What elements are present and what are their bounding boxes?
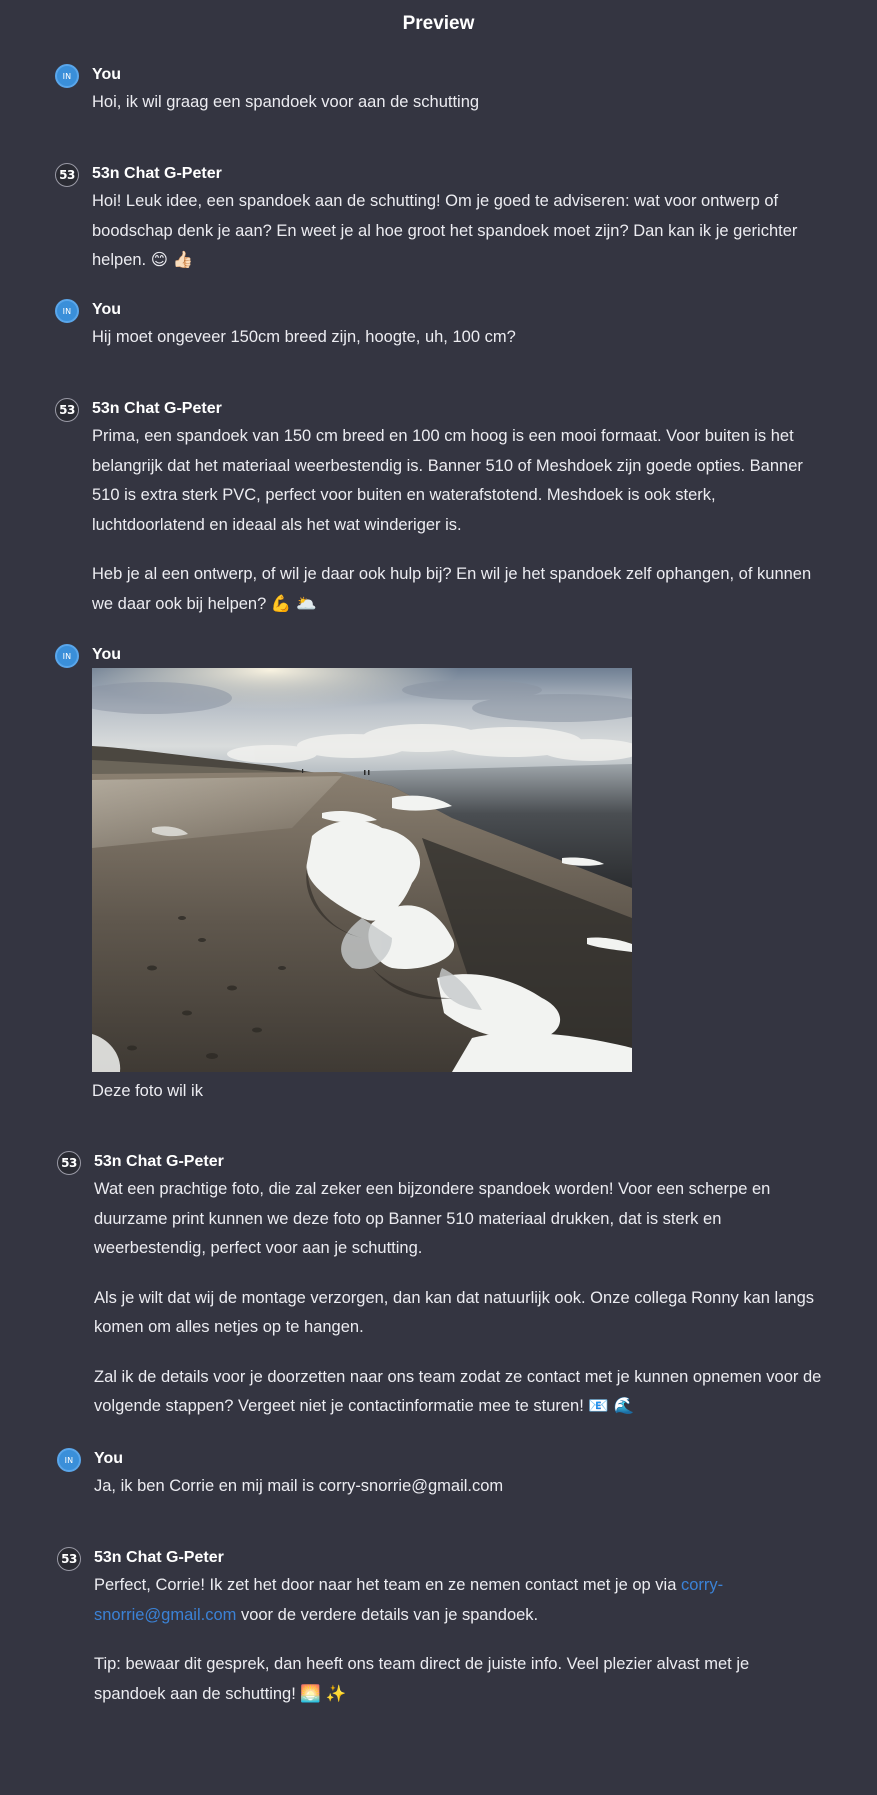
message-author: You (94, 1450, 124, 1467)
message-text: Heb je al een ontwerp, of wil je daar ook hulp bij? En wil je het spandoek zelf ophangen, of kunnen we daar ook bij helpen? 💪 🌥️ (92, 565, 812, 613)
message-text: Hij moet ongeveer 150cm breed zijn, hoogte, uh, 100 cm? (92, 328, 516, 346)
message-author: 53n Chat G-Peter (94, 1549, 224, 1566)
message-author: 53n Chat G-Peter (92, 400, 222, 417)
page-title: Preview (402, 13, 475, 34)
message-body (94, 1175, 824, 1422)
message-text: Tip: bewaar dit gesprek, dan heeft ons team direct de juiste info. Veel plezier alvast met je spandoek aan de schutting! 🌅 ✨ (94, 1655, 750, 1703)
message-text-segment: voor de verdere details van je spandoek. (236, 1605, 539, 1624)
bot-avatar-initials: 53 (61, 1552, 77, 1566)
bot-avatar (55, 163, 79, 187)
message-text: Hoi! Leuk idee, een spandoek aan de schutting! Om je goed te adviseren: wat voor ontwerp of boodschap denk je aan? En weet je al hoe groot het spandoek moet zijn? Dan kan ik je gerichter helpen. 😊 👍🏻 (92, 192, 798, 269)
bot-avatar (57, 1151, 81, 1175)
user-avatar-initials: IN (62, 651, 72, 661)
message-text: Zal ik de details voor je doorzetten naar ons team zodat ze contact met je kunnen opnemen voor de volgende stappen? Vergeet niet je contactinformatie mee te sturen! 📧 🌊 (94, 1367, 822, 1415)
user-avatar (57, 1448, 81, 1472)
message-text: Ja, ik ben Corrie en mij mail is corry-snorrie@gmail.com (94, 1477, 504, 1495)
bot-avatar-initials: 53 (59, 403, 75, 417)
message-text: Wat een prachtige foto, die zal zeker een bijzondere spandoek worden! Voor een scherpe en duurzame print kunnen we deze foto op Banner 510 materiaal drukken, dat is sterk en weerbestendig, perfect voor aan je schutting. (94, 1180, 771, 1257)
user-avatar-initials: IN (62, 71, 72, 81)
message-body (92, 187, 822, 276)
message-body (92, 422, 822, 619)
message-text: Als je wilt dat wij de montage verzorgen, dan kan dat natuurlijk ook. Onze collega Ronny kan langs komen om alles netjes op te hangen. (94, 1288, 814, 1336)
message-author: 53n Chat G-Peter (92, 165, 222, 182)
message-author: You (92, 646, 122, 663)
user-avatar (55, 64, 79, 88)
bot-avatar-initials: 53 (59, 168, 75, 182)
message-text (94, 1571, 824, 1630)
message-text: Prima, een spandoek van 150 cm breed en 100 cm hoog is een mooi formaat. Voor buiten is het belangrijk dat het materiaal weerbestendig is. Banner 510 of Meshdoek zijn goede opties. Banner 510 is extra sterk PVC, perfect voor buiten en waterafstotend. Meshdoek is ook sterk, luchtdoorlatend en ideaal als het wat winderiger is. (92, 427, 803, 534)
user-avatar (55, 299, 79, 323)
message-text: Deze foto wil ik (92, 1082, 203, 1100)
message-body (94, 1571, 824, 1709)
message-text-segment: Perfect, Corrie! Ik zet het door naar het team en ze nemen contact met je op via (94, 1576, 681, 1594)
user-avatar-initials: IN (64, 1455, 74, 1465)
message-body (92, 88, 822, 118)
beach-photo-image (92, 668, 632, 1072)
attached-beach-photo[interactable] (92, 668, 632, 1072)
bot-avatar (55, 398, 79, 422)
message-author: You (92, 66, 122, 83)
bot-avatar (57, 1547, 81, 1571)
message-body (92, 323, 822, 353)
bot-avatar-initials: 53 (61, 1156, 77, 1170)
user-avatar (55, 644, 79, 668)
message-text: Hoi, ik wil graag een spandoek voor aan de schutting (92, 93, 480, 111)
email-link[interactable]: corry-snorrie@gmail.com (94, 1576, 724, 1624)
message-author: 53n Chat G-Peter (94, 1153, 224, 1170)
message-author: You (92, 301, 122, 318)
user-avatar-initials: IN (62, 306, 72, 316)
message-body (94, 1472, 824, 1502)
